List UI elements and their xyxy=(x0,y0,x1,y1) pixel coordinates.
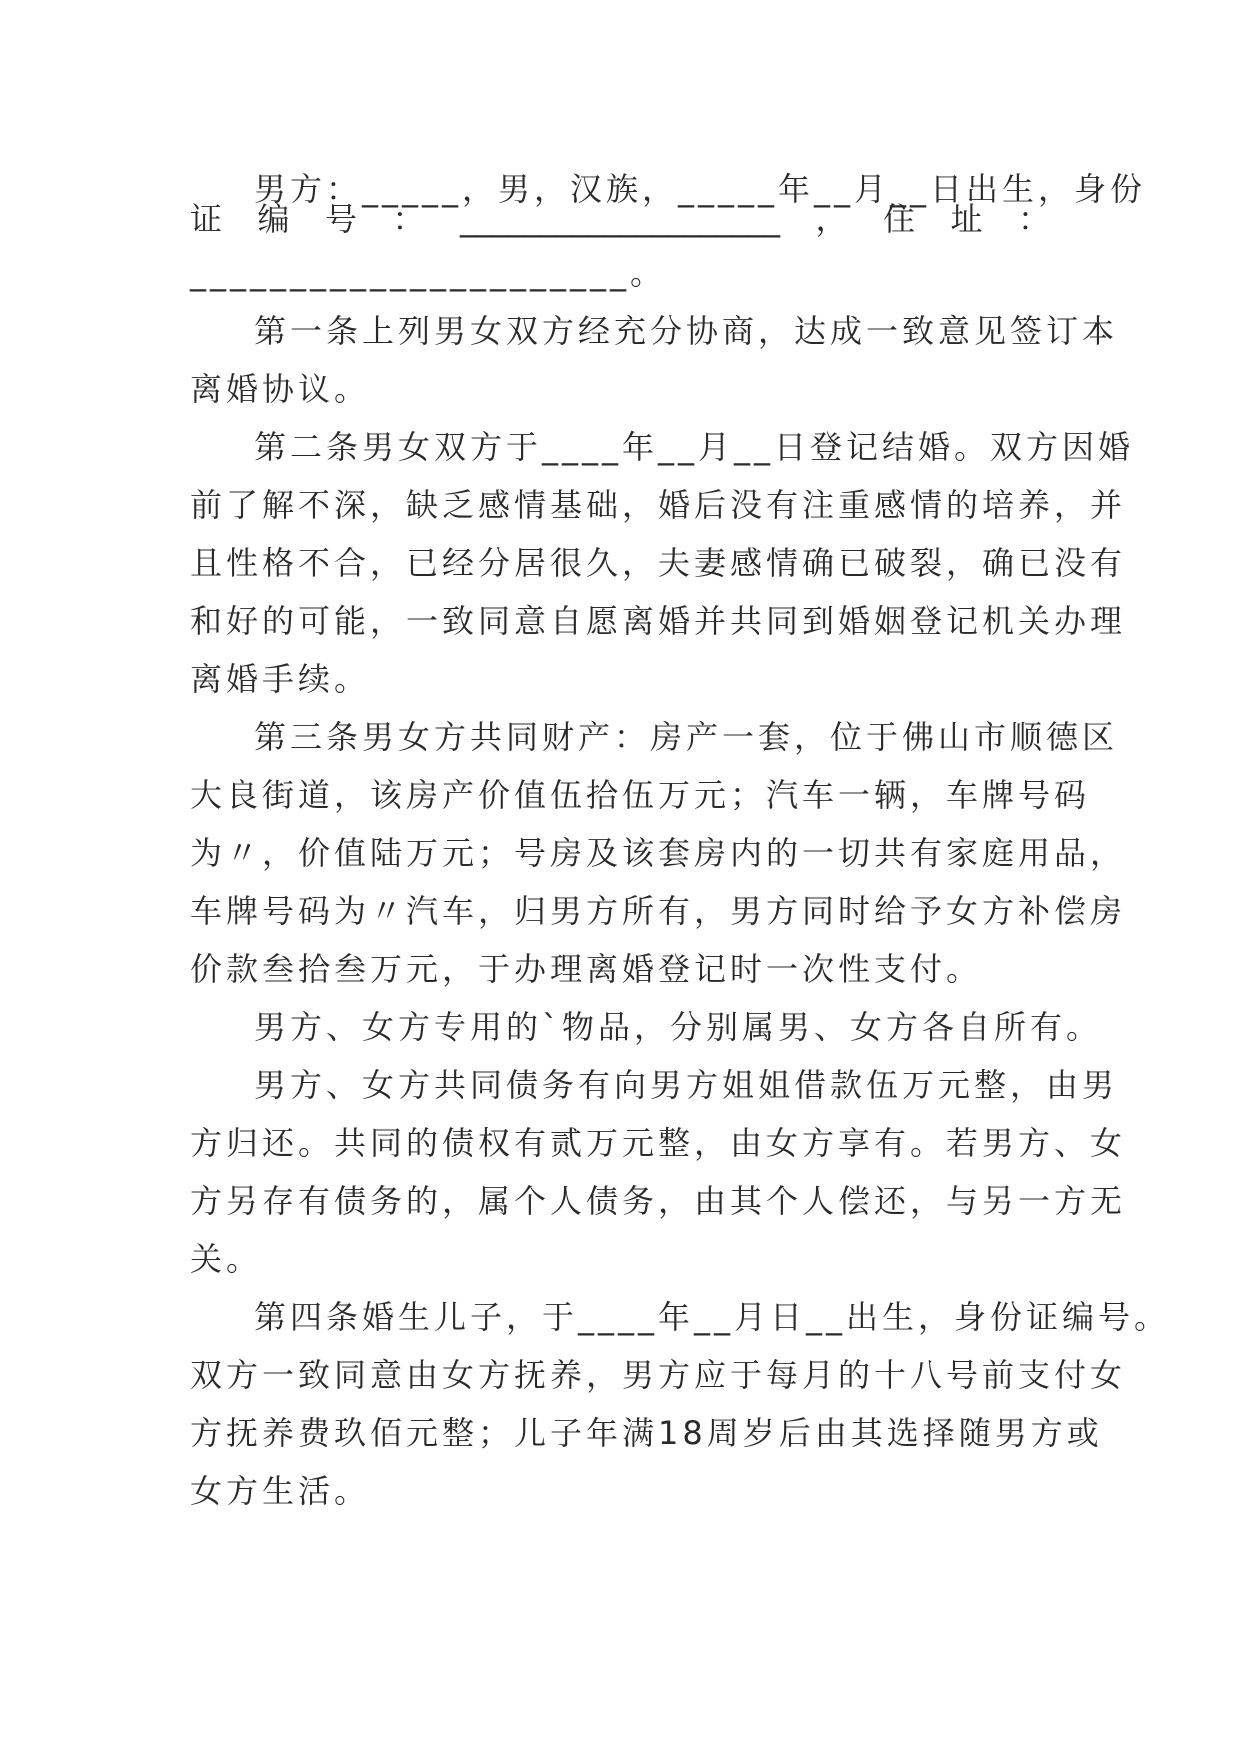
word-zhi: 址 xyxy=(950,200,983,238)
text-line-24: 女方生活。 xyxy=(190,1472,371,1510)
text-line-10: 离婚手续。 xyxy=(190,660,371,698)
text-line-14: 车牌号码为〃汽车，归男方所有，男方同时给予女方补偿房 xyxy=(190,892,1127,930)
word-bian: 编 xyxy=(257,200,290,238)
text-line-19: 方另存有债务的，属个人债务，由其个人偿还，与另一方无 xyxy=(190,1182,1127,1220)
word-comma: ， xyxy=(815,200,848,238)
text-line-22: 双方一致同意由女方抚养，男方应于每月的十八号前支付女 xyxy=(190,1356,1127,1394)
id-number-blank: ____________________ xyxy=(460,200,780,238)
text-line-3-address-blank: ______________________。 xyxy=(190,254,667,292)
word-colon-2: ： xyxy=(1017,200,1050,238)
text-line-4: 第一条上列男女双方经充分协商，达成一致意见签订本 xyxy=(254,312,1119,350)
text-line-2-id-address xyxy=(190,190,1050,248)
text-line-13: 为〃，价值陆万元；号房及该套房内的一切共有家庭用品， xyxy=(190,834,1127,872)
text-line-8: 且性格不合，已经分居很久，夫妻感情确已破裂，确已没有 xyxy=(190,544,1127,582)
word-colon-1: ： xyxy=(392,200,425,238)
text-line-7: 前了解不深，缺乏感情基础，婚后没有注重感情的培养，并 xyxy=(190,486,1127,524)
text-line-5: 离婚协议。 xyxy=(190,370,371,408)
text-line-9: 和好的可能，一致同意自愿离婚并共同到婚姻登记机关办理 xyxy=(190,602,1127,640)
text-line-20: 关。 xyxy=(190,1240,263,1278)
text-line-23: 方抚养费玖佰元整；儿子年满18周岁后由其选择随男方或 xyxy=(190,1414,1103,1452)
text-line-16: 男方、女方专用的`物品，分别属男、女方各自所有。 xyxy=(254,1008,1103,1046)
word-hao: 号 xyxy=(325,200,358,238)
text-line-17: 男方、女方共同债务有向男方姐姐借款伍万元整，由男 xyxy=(254,1066,1119,1104)
word-zheng: 证 xyxy=(190,200,223,238)
text-line-12: 大良街道，该房产价值伍拾伍万元；汽车一辆，车牌号码 xyxy=(190,776,1091,814)
text-line-18: 方归还。共同的债权有贰万元整，由女方享有。若男方、女 xyxy=(190,1124,1127,1162)
text-line-21: 第四条婚生儿子，于____年__月日__出生，身份证编号。 xyxy=(254,1298,1171,1336)
text-line-6: 第二条男女双方于____年__月__日登记结婚。双方因婚 xyxy=(254,428,1135,466)
text-line-1: 男方：_____，男，汉族，_____年__月__日出生，身份 xyxy=(254,170,1147,208)
text-line-11: 第三条男女方共同财产：房产一套，位于佛山市顺德区 xyxy=(254,718,1119,756)
word-zhu: 住 xyxy=(882,200,915,238)
text-line-15: 价款叁拾叁万元，于办理离婚登记时一次性支付。 xyxy=(190,950,983,988)
